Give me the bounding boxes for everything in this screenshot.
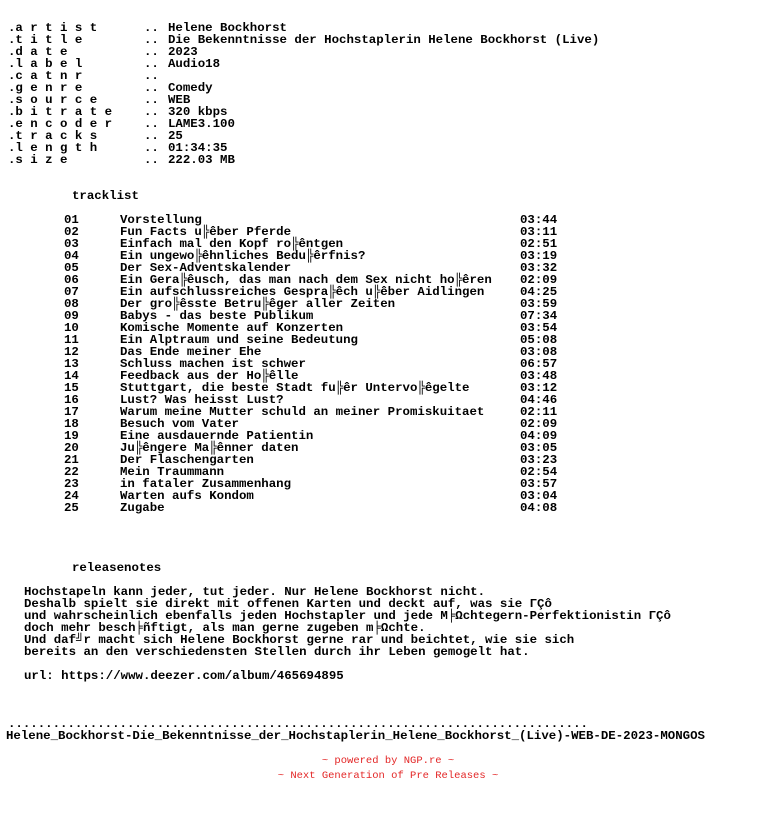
footer-tagline: ~ Next Generation of Pre Releases ~ bbox=[277, 770, 499, 782]
track-title: Fun Facts u╠êber Pferde bbox=[120, 225, 292, 239]
info-separator: .. bbox=[144, 93, 159, 107]
track-number: 25 bbox=[64, 501, 79, 515]
track-duration: 02:09 bbox=[520, 417, 558, 431]
footer bbox=[8, 754, 768, 784]
info-key: .c a t n r bbox=[8, 69, 83, 83]
info-separator: .. bbox=[144, 81, 159, 95]
info-key: .l a b e l bbox=[8, 57, 83, 71]
info-row bbox=[8, 46, 768, 58]
track-duration: 06:57 bbox=[520, 357, 558, 371]
track-number: 09 bbox=[64, 309, 79, 323]
info-separator: .. bbox=[144, 45, 159, 59]
track-duration: 03:59 bbox=[520, 297, 558, 311]
track-title: Lust? Was heisst Lust? bbox=[120, 393, 284, 407]
track-duration: 03:57 bbox=[520, 477, 558, 491]
track-duration: 04:09 bbox=[520, 429, 558, 443]
releasenote-line: Und daf╝r macht sich Helene Bockhorst gerne rar und beichtet, wie sie sich bbox=[24, 633, 575, 647]
track-number: 12 bbox=[64, 345, 79, 359]
info-separator: .. bbox=[144, 105, 159, 119]
track-title: Warten aufs Kondom bbox=[120, 489, 254, 503]
track-number: 05 bbox=[64, 261, 79, 275]
track-title: Ein Gera╠êusch, das man nach dem Sex nicht ho╠êren bbox=[120, 273, 492, 287]
album-url[interactable]: url: https://www.deezer.com/album/465694895 bbox=[24, 669, 344, 683]
info-row bbox=[8, 34, 768, 46]
info-value: Helene Bockhorst bbox=[168, 21, 287, 35]
track-duration: 03:23 bbox=[520, 453, 558, 467]
info-row bbox=[8, 154, 768, 166]
track-number: 11 bbox=[64, 333, 79, 347]
track-duration: 03:05 bbox=[520, 441, 558, 455]
info-separator: .. bbox=[144, 141, 159, 155]
release-name: Helene_Bockhorst-Die_Bekenntnisse_der_Hochstaplerin_Helene_Bockhorst_(Live)-WEB-DE-2023-MONGOS bbox=[6, 729, 705, 743]
track-title: Ein aufschlussreiches Gespra╠êch u╠êber Aidlingen bbox=[120, 285, 485, 299]
track-title: Schluss machen ist schwer bbox=[120, 357, 306, 371]
track-title: Der gro╠êsste Betru╠êger aller Zeiten bbox=[120, 297, 396, 311]
track-duration: 03:08 bbox=[520, 345, 558, 359]
track-number: 03 bbox=[64, 237, 79, 251]
dotted-separator: .............................................................................. bbox=[8, 717, 588, 731]
info-separator: .. bbox=[144, 21, 159, 35]
track-title: Einfach mal den Kopf ro╠êntgen bbox=[120, 237, 344, 251]
releasenote-line: bereits an den verschiedensten Stellen durch ihr Leben gemogelt hat. bbox=[24, 645, 530, 659]
info-value: 320 kbps bbox=[168, 105, 228, 119]
info-value: Comedy bbox=[168, 81, 213, 95]
track-number: 20 bbox=[64, 441, 79, 455]
track-title: Besuch vom Vater bbox=[120, 417, 239, 431]
track-duration: 04:08 bbox=[520, 501, 558, 515]
info-row bbox=[8, 58, 768, 70]
releasenotes-heading: releasenotes bbox=[72, 561, 162, 575]
info-row bbox=[8, 70, 768, 82]
track-duration: 03:44 bbox=[520, 213, 558, 227]
info-value: 222.03 MB bbox=[168, 153, 235, 167]
info-row bbox=[8, 82, 768, 94]
track-number: 14 bbox=[64, 369, 79, 383]
track-title: Stuttgart, die beste Stadt fu╠êr Untervo╠êgelte bbox=[120, 381, 470, 395]
track-duration: 03:04 bbox=[520, 489, 558, 503]
track-row bbox=[8, 502, 768, 514]
track-title: in fataler Zusammenhang bbox=[120, 477, 292, 491]
track-title: Eine ausdauernde Patientin bbox=[120, 429, 314, 443]
track-duration: 02:54 bbox=[520, 465, 558, 479]
footer-powered-by[interactable]: ~ powered by NGP.re ~ bbox=[321, 755, 455, 767]
info-key: .l e n g t h bbox=[8, 141, 98, 155]
track-title: Vorstellung bbox=[120, 213, 202, 227]
track-duration: 02:51 bbox=[520, 237, 558, 251]
releasenote-line: Deshalb spielt sie direkt mit offenen Karten und deckt auf, was sie ΓÇô bbox=[24, 597, 552, 611]
track-number: 15 bbox=[64, 381, 79, 395]
track-duration: 03:48 bbox=[520, 369, 558, 383]
track-number: 16 bbox=[64, 393, 79, 407]
info-row bbox=[8, 118, 768, 130]
info-key: .b i t r a t e bbox=[8, 105, 113, 119]
info-key: .d a t e bbox=[8, 45, 68, 59]
info-key: .s i z e bbox=[8, 153, 68, 167]
info-block bbox=[8, 22, 768, 166]
info-value: 25 bbox=[168, 129, 183, 143]
track-number: 24 bbox=[64, 489, 79, 503]
info-separator: .. bbox=[144, 117, 159, 131]
track-number: 19 bbox=[64, 429, 79, 443]
info-key: .t r a c k s bbox=[8, 129, 98, 143]
info-value: Audio18 bbox=[168, 57, 221, 71]
track-number: 02 bbox=[64, 225, 79, 239]
track-title: Der Sex-Adventskalender bbox=[120, 261, 292, 275]
info-separator: .. bbox=[144, 153, 159, 167]
track-number: 22 bbox=[64, 465, 79, 479]
releasenote-line: doch mehr besch╞ñftigt, als man gerne zugeben m╞Ωchte. bbox=[24, 621, 426, 635]
track-title: Feedback aus der Ho╠êlle bbox=[120, 369, 299, 383]
info-row bbox=[8, 106, 768, 118]
info-row bbox=[8, 130, 768, 142]
track-number: 13 bbox=[64, 357, 79, 371]
tracklist bbox=[8, 214, 768, 514]
track-number: 06 bbox=[64, 273, 79, 287]
info-key: .g e n r e bbox=[8, 81, 83, 95]
info-separator: .. bbox=[144, 57, 159, 71]
info-value: 2023 bbox=[168, 45, 198, 59]
releasenote-line: Hochstapeln kann jeder, tut jeder. Nur Helene Bockhorst nicht. bbox=[24, 585, 486, 599]
info-value: 01:34:35 bbox=[168, 141, 228, 155]
info-value: Die Bekenntnisse der Hochstaplerin Helene Bockhorst (Live) bbox=[168, 33, 600, 47]
info-row bbox=[8, 94, 768, 106]
track-title: Der Flaschengarten bbox=[120, 453, 254, 467]
track-title: Mein Traummann bbox=[120, 465, 225, 479]
track-number: 01 bbox=[64, 213, 79, 227]
track-title: Warum meine Mutter schuld an meiner Promiskuitaet bbox=[120, 405, 485, 419]
track-number: 04 bbox=[64, 249, 79, 263]
track-number: 17 bbox=[64, 405, 79, 419]
track-title: Ein ungewo╠êhnliches Bedu╠êrfnis? bbox=[120, 249, 366, 263]
track-duration: 03:11 bbox=[520, 225, 558, 239]
info-row bbox=[8, 142, 768, 154]
info-separator: .. bbox=[144, 129, 159, 143]
track-duration: 03:12 bbox=[520, 381, 558, 395]
nfo-document bbox=[8, 22, 768, 784]
info-key: .e n c o d e r bbox=[8, 117, 113, 131]
track-duration: 03:54 bbox=[520, 321, 558, 335]
track-title: Komische Momente auf Konzerten bbox=[120, 321, 344, 335]
track-title: Das Ende meiner Ehe bbox=[120, 345, 262, 359]
track-title: Ein Alptraum und seine Bedeutung bbox=[120, 333, 358, 347]
info-separator: .. bbox=[144, 69, 159, 83]
info-key: .a r t i s t bbox=[8, 21, 98, 35]
track-title: Ju╠êngere Ma╠ênner daten bbox=[120, 441, 299, 455]
track-duration: 02:09 bbox=[520, 273, 558, 287]
track-number: 21 bbox=[64, 453, 79, 467]
releasenotes bbox=[8, 586, 768, 682]
track-duration: 03:32 bbox=[520, 261, 558, 275]
info-value: LAME3.100 bbox=[168, 117, 235, 131]
track-number: 07 bbox=[64, 285, 79, 299]
track-duration: 03:19 bbox=[520, 249, 558, 263]
track-number: 18 bbox=[64, 417, 79, 431]
track-duration: 04:46 bbox=[520, 393, 558, 407]
tracklist-heading: tracklist bbox=[72, 189, 139, 203]
info-value: WEB bbox=[168, 93, 191, 107]
track-title: Babys - das beste Publikum bbox=[120, 309, 314, 323]
info-key: .t i t l e bbox=[8, 33, 83, 47]
track-number: 08 bbox=[64, 297, 79, 311]
track-number: 10 bbox=[64, 321, 79, 335]
track-duration: 05:08 bbox=[520, 333, 558, 347]
track-number: 23 bbox=[64, 477, 79, 491]
track-duration: 07:34 bbox=[520, 309, 558, 323]
track-duration: 04:25 bbox=[520, 285, 558, 299]
info-separator: .. bbox=[144, 33, 159, 47]
info-key: .s o u r c e bbox=[8, 93, 98, 107]
track-title: Zugabe bbox=[120, 501, 165, 515]
track-duration: 02:11 bbox=[520, 405, 558, 419]
releasenote-line: und wahrscheinlich ebenfalls jeden Hochstapler und jede M╞Ωchtegern-Perfektionistin ΓÇô bbox=[24, 609, 671, 623]
